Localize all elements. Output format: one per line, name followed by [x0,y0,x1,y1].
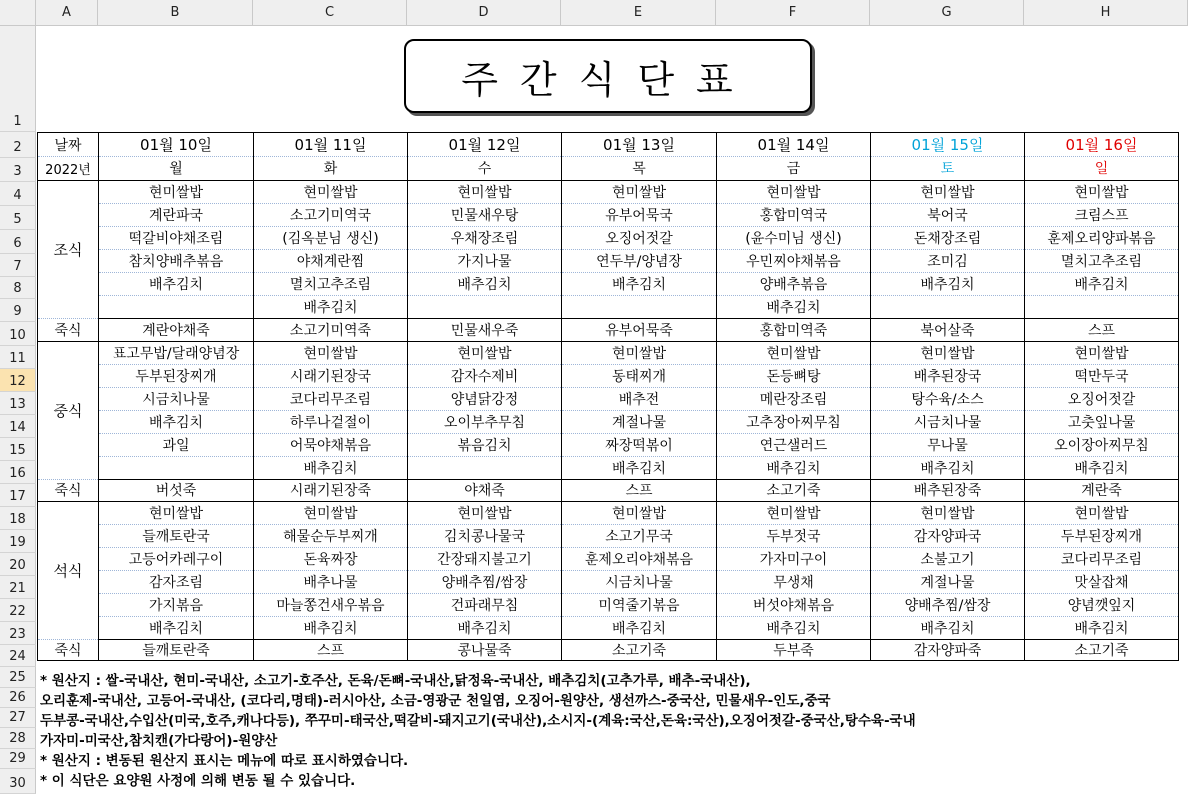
date-cell[interactable]: 01월 11일 [254,133,408,157]
row-header-23[interactable]: 23 [0,622,36,645]
breakfast-row [38,180,1179,203]
breakfast-menu-item[interactable]: 양배추볶음 [717,272,871,295]
lunch-row [38,341,1179,364]
breakfast-menu-item[interactable]: 현미쌀밥 [871,180,1025,203]
lunch-menu-item[interactable]: 오징어젓갈 [1025,387,1179,410]
dinner-menu-item[interactable]: 김치콩나물국 [408,524,562,547]
dinner-porridge-item[interactable]: 콩나물죽 [408,639,562,660]
footnote-line: 가자미-미국산,참치캔(가다랑어)-원양산 [40,733,278,749]
lunch-menu-item[interactable]: 무나물 [871,433,1025,456]
row-header-15[interactable]: 15 [0,438,36,461]
lunch-menu-item[interactable]: 감자수제비 [408,364,562,387]
lunch-row [38,456,1179,479]
lunch-menu-item[interactable]: 두부된장찌개 [99,364,254,387]
day-cell[interactable]: 토 [871,157,1025,181]
dinner-menu-item[interactable]: 가자미구이 [717,547,871,570]
lunch-menu-item[interactable]: 돈등뼈탕 [717,364,871,387]
breakfast-menu-item[interactable]: 오징어젓갈 [562,226,717,249]
lunch-row [38,364,1179,387]
lunch-menu-item[interactable]: 고추장아찌무침 [717,410,871,433]
breakfast-menu-item[interactable]: 북어국 [871,203,1025,226]
row-header-27[interactable]: 27 [0,708,36,728]
lunch-label[interactable]: 중식 [38,341,99,479]
dinner-porridge-item[interactable]: 소고기죽 [562,639,717,660]
row-header-9[interactable]: 9 [0,299,36,322]
breakfast-menu-item[interactable]: (김옥분님 생신) [254,226,408,249]
lunch-menu-item[interactable]: 메란장조림 [717,387,871,410]
dinner-row [38,547,1179,570]
lunch-menu-item[interactable]: 현미쌀밥 [562,341,717,364]
lunch-porridge-item[interactable]: 야채죽 [408,479,562,501]
breakfast-menu-item[interactable]: 멸치고추조림 [1025,249,1179,272]
dinner-menu-item[interactable]: 배추김치 [562,616,717,639]
breakfast-menu-item[interactable]: 떡갈비야채조림 [99,226,254,249]
row-header-16[interactable]: 16 [0,461,36,484]
column-header-c[interactable]: C [253,0,407,26]
dinner-label[interactable]: 석식 [38,501,99,639]
row-header-17[interactable]: 17 [0,484,36,507]
dinner-porridge-row [38,639,1179,660]
date-cell[interactable]: 01월 12일 [408,133,562,157]
breakfast-porridge-item[interactable]: 북어살죽 [871,318,1025,341]
dinner-menu-item[interactable]: 배추나물 [254,570,408,593]
dinner-menu-item[interactable]: 배추김치 [99,616,254,639]
column-header-b[interactable]: B [98,0,253,26]
lunch-menu-item[interactable]: 오이부추무침 [408,410,562,433]
breakfast-menu-item[interactable] [1025,295,1179,318]
breakfast-row [38,249,1179,272]
breakfast-menu-item[interactable]: 배추김치 [254,295,408,318]
breakfast-menu-item[interactable]: 유부어묵국 [562,203,717,226]
breakfast-menu-item[interactable]: 민물새우탕 [408,203,562,226]
lunch-menu-item[interactable]: 탕수육/소스 [871,387,1025,410]
dinner-porridge-label[interactable]: 죽식 [38,639,99,660]
row-header-30[interactable]: 30 [0,769,36,794]
lunch-menu-item[interactable]: 동태찌개 [562,364,717,387]
page-title: 주간식단표 [404,39,812,113]
column-header-f[interactable]: F [716,0,870,26]
lunch-porridge-item[interactable]: 계란죽 [1025,479,1179,501]
dinner-menu-item[interactable]: 미역줄기볶음 [562,593,717,616]
breakfast-menu-item[interactable] [99,295,254,318]
dinner-menu-item[interactable]: 현미쌀밥 [99,501,254,524]
dinner-menu-item[interactable]: 무생채 [717,570,871,593]
dinner-menu-item[interactable]: 현미쌀밥 [408,501,562,524]
row-header-22[interactable]: 22 [0,599,36,622]
row-header-6[interactable]: 6 [0,230,36,254]
dinner-menu-item[interactable]: 건파래무침 [408,593,562,616]
date-cell[interactable]: 01월 10일 [99,133,254,157]
breakfast-porridge-item[interactable]: 유부어묵죽 [562,318,717,341]
footnote-line: * 원산지 : 변동된 원산지 표시는 메뉴에 따로 표시하였습니다. [40,753,409,769]
breakfast-menu-item[interactable]: 훈제오리양파볶음 [1025,226,1179,249]
dinner-row [38,616,1179,639]
breakfast-menu-item[interactable]: 멸치고추조림 [254,272,408,295]
row-header-1[interactable]: 1 [0,26,36,132]
dinner-menu-item[interactable]: 현미쌀밥 [717,501,871,524]
breakfast-menu-item[interactable]: 현미쌀밥 [99,180,254,203]
lunch-menu-item[interactable]: 현미쌀밥 [871,341,1025,364]
dinner-row [38,593,1179,616]
breakfast-menu-item[interactable]: 현미쌀밥 [717,180,871,203]
dinner-menu-item[interactable]: 들깨토란국 [99,524,254,547]
day-row [38,157,1179,181]
day-cell[interactable]: 금 [717,157,871,181]
row-header-19[interactable]: 19 [0,530,36,553]
breakfast-row [38,295,1179,318]
breakfast-row [38,272,1179,295]
select-all-corner[interactable] [0,0,36,26]
breakfast-menu-item[interactable] [562,295,717,318]
breakfast-menu-item[interactable]: 연두부/양념장 [562,249,717,272]
day-cell[interactable]: 월 [99,157,254,181]
date-row [38,133,1179,157]
row-header-2[interactable]: 2 [0,132,36,158]
breakfast-menu-item[interactable]: 배추김치 [1025,272,1179,295]
day-cell[interactable]: 일 [1025,157,1179,181]
lunch-menu-item[interactable]: 배추전 [562,387,717,410]
dinner-menu-item[interactable]: 감자조림 [99,570,254,593]
dinner-menu-item[interactable]: 현미쌀밥 [1025,501,1179,524]
lunch-menu-item[interactable]: 배추된장국 [871,364,1025,387]
dinner-menu-item[interactable]: 현미쌀밥 [871,501,1025,524]
breakfast-menu-item[interactable]: 크림스프 [1025,203,1179,226]
dinner-menu-item[interactable]: 소고기무국 [562,524,717,547]
dinner-menu-item[interactable]: 현미쌀밥 [562,501,717,524]
row-header-26[interactable]: 26 [0,688,36,708]
breakfast-menu-item[interactable]: 야채계란찜 [254,249,408,272]
row-header-10[interactable]: 10 [0,322,36,346]
dinner-menu-item[interactable]: 배추김치 [717,616,871,639]
lunch-row [38,410,1179,433]
lunch-porridge-item[interactable]: 시래기된장죽 [254,479,408,501]
lunch-row [38,433,1179,456]
breakfast-porridge-item[interactable]: 스프 [1025,318,1179,341]
row-header-13[interactable]: 13 [0,392,36,415]
dinner-menu-item[interactable]: 돈육짜장 [254,547,408,570]
breakfast-menu-item[interactable]: 가지나물 [408,249,562,272]
row-header-21[interactable]: 21 [0,576,36,599]
breakfast-menu-item[interactable]: 배추김치 [562,272,717,295]
lunch-menu-item[interactable]: 계절나물 [562,410,717,433]
row-header-28[interactable]: 28 [0,728,36,749]
breakfast-menu-item[interactable]: 소고기미역국 [254,203,408,226]
row-header-3[interactable]: 3 [0,158,36,182]
breakfast-row [38,203,1179,226]
dinner-menu-item[interactable]: 간장돼지불고기 [408,547,562,570]
breakfast-menu-item[interactable]: 참치양배추볶음 [99,249,254,272]
dinner-menu-item[interactable]: 배추김치 [871,616,1025,639]
dinner-porridge-item[interactable]: 감자양파죽 [871,639,1025,660]
dinner-menu-item[interactable]: 해물순두부찌개 [254,524,408,547]
lunch-menu-item[interactable]: 현미쌀밥 [408,341,562,364]
row-header-14[interactable]: 14 [0,415,36,438]
breakfast-menu-item[interactable] [871,295,1025,318]
lunch-menu-item[interactable]: 배추김치 [254,456,408,479]
footnote-line: 두부콩-국내산,수입산(미국,호주,캐나다등), 쭈꾸미-태국산,떡갈비-돼지고기(국내산),소시지-(계육:국산,돈육:국산),오징어젓갈-중국산,탕수육-국내 [40,713,916,729]
row-header-29[interactable]: 29 [0,749,36,769]
dinner-menu-item[interactable]: 소불고기 [871,547,1025,570]
dinner-porridge-item[interactable]: 스프 [254,639,408,660]
dinner-porridge-item[interactable]: 들깨토란죽 [99,639,254,660]
dinner-row [38,501,1179,524]
row-header-5[interactable]: 5 [0,206,36,230]
lunch-menu-item[interactable] [99,456,254,479]
lunch-porridge-item[interactable]: 배추된장죽 [871,479,1025,501]
dinner-row [38,570,1179,593]
row-header-7[interactable]: 7 [0,254,36,277]
lunch-porridge-row [38,479,1179,501]
lunch-menu-item[interactable]: 과일 [99,433,254,456]
year-label[interactable]: 2022년 [38,157,99,181]
breakfast-menu-item[interactable]: 배추김치 [717,295,871,318]
lunch-menu-item[interactable]: 떡만두국 [1025,364,1179,387]
breakfast-menu-item[interactable]: 우민찌야채볶음 [717,249,871,272]
lunch-menu-item[interactable]: 양념닭강정 [408,387,562,410]
date-cell[interactable]: 01월 15일 [871,133,1025,157]
dinner-menu-item[interactable]: 양념깻잎지 [1025,593,1179,616]
breakfast-porridge-item[interactable]: 소고기미역죽 [254,318,408,341]
breakfast-row [38,226,1179,249]
breakfast-porridge-item[interactable]: 홍합미역죽 [717,318,871,341]
dinner-menu-item[interactable]: 양배추찜/쌈장 [408,570,562,593]
breakfast-label[interactable]: 조식 [38,180,99,318]
breakfast-menu-item[interactable]: 현미쌀밥 [254,180,408,203]
breakfast-porridge-item[interactable]: 계란야채죽 [99,318,254,341]
dinner-porridge-item[interactable]: 두부죽 [717,639,871,660]
footnote-line: * 원산지 : 쌀-국내산, 현미-국내산, 소고기-호주산, 돈육/돈뼈-국내산,닭정육-국내산, 배추김치(고추가루, 배추-국내산), [40,673,751,689]
dinner-menu-item[interactable]: 배추김치 [408,616,562,639]
breakfast-menu-item[interactable] [408,295,562,318]
column-header-e[interactable]: E [561,0,716,26]
dinner-menu-item[interactable]: 버섯야채볶음 [717,593,871,616]
day-cell[interactable]: 목 [562,157,717,181]
breakfast-menu-item[interactable]: 현미쌀밥 [408,180,562,203]
date-cell[interactable]: 01월 14일 [717,133,871,157]
column-header-a[interactable]: A [36,0,98,26]
breakfast-menu-item[interactable]: 우채장조림 [408,226,562,249]
breakfast-porridge-label[interactable]: 죽식 [38,318,99,341]
lunch-menu-item[interactable]: 현미쌀밥 [717,341,871,364]
row-header-12[interactable]: 12 [0,369,36,392]
lunch-menu-item[interactable]: 짜장떡볶이 [562,433,717,456]
footnote-line: * 이 식단은 요양원 사정에 의해 변동 될 수 있습니다. [40,773,356,789]
breakfast-porridge-item[interactable]: 민물새우죽 [408,318,562,341]
lunch-menu-item[interactable]: 어묵야채볶음 [254,433,408,456]
date-cell[interactable]: 01월 13일 [562,133,717,157]
column-header-d[interactable]: D [407,0,561,26]
row-header-8[interactable]: 8 [0,277,36,299]
lunch-menu-item[interactable]: 고춧잎나물 [1025,410,1179,433]
breakfast-menu-item[interactable]: 계란파국 [99,203,254,226]
dinner-menu-item[interactable]: 코다리무조림 [1025,547,1179,570]
column-header-h[interactable]: H [1024,0,1188,26]
dinner-menu-item[interactable]: 가지볶음 [99,593,254,616]
lunch-porridge-label[interactable]: 죽식 [38,479,99,501]
lunch-menu-item[interactable]: 볶음김치 [408,433,562,456]
breakfast-menu-item[interactable]: 조미김 [871,249,1025,272]
breakfast-menu-item[interactable]: 현미쌀밥 [1025,180,1179,203]
lunch-menu-item[interactable]: 코다리무조림 [254,387,408,410]
lunch-menu-item[interactable]: 연근샐러드 [717,433,871,456]
breakfast-porridge-row [38,318,1179,341]
menu-table [37,132,1179,661]
lunch-menu-item[interactable]: 배추김치 [1025,456,1179,479]
lunch-menu-item[interactable]: 배추김치 [562,456,717,479]
row-header-24[interactable]: 24 [0,645,36,667]
dinner-menu-item[interactable]: 배추김치 [254,616,408,639]
lunch-menu-item[interactable]: 시금치나물 [871,410,1025,433]
row-header-18[interactable]: 18 [0,507,36,530]
dinner-menu-item[interactable]: 현미쌀밥 [254,501,408,524]
lunch-menu-item[interactable]: 현미쌀밥 [254,341,408,364]
dinner-menu-item[interactable]: 마늘쫑건새우볶음 [254,593,408,616]
row-header-25[interactable]: 25 [0,667,36,688]
dinner-row [38,524,1179,547]
row-header-4[interactable]: 4 [0,182,36,206]
lunch-menu-item[interactable]: 배추김치 [871,456,1025,479]
footnote-line: 오리훈제-국내산, 고등어-국내산, (코다리,명태)-러시아산, 소금-영광군 천일염, 오징어-원양산, 생선까스-중국산, 민물새우-인도,중국 [40,693,831,709]
dinner-menu-item[interactable]: 배추김치 [1025,616,1179,639]
lunch-porridge-item[interactable]: 스프 [562,479,717,501]
lunch-menu-item[interactable] [408,456,562,479]
breakfast-menu-item[interactable]: 현미쌀밥 [562,180,717,203]
lunch-menu-item[interactable]: 배추김치 [717,456,871,479]
breakfast-menu-item[interactable]: 홍합미역국 [717,203,871,226]
day-cell[interactable]: 수 [408,157,562,181]
dinner-menu-item[interactable]: 고등어카레구이 [99,547,254,570]
dinner-menu-item[interactable]: 시금치나물 [562,570,717,593]
lunch-porridge-item[interactable]: 버섯죽 [99,479,254,501]
dinner-menu-item[interactable]: 두부젓국 [717,524,871,547]
dinner-menu-item[interactable]: 맛살잡채 [1025,570,1179,593]
lunch-row [38,387,1179,410]
row-header-20[interactable]: 20 [0,553,36,576]
dinner-menu-item[interactable]: 감자양파국 [871,524,1025,547]
dinner-menu-item[interactable]: 양배추찜/쌈장 [871,593,1025,616]
date-label[interactable]: 날짜 [38,133,99,157]
lunch-porridge-item[interactable]: 소고기죽 [717,479,871,501]
row-header-11[interactable]: 11 [0,346,36,369]
breakfast-menu-item[interactable]: 배추김치 [408,272,562,295]
lunch-menu-item[interactable]: 시금치나물 [99,387,254,410]
lunch-menu-item[interactable]: 배추김치 [99,410,254,433]
breakfast-menu-item[interactable]: 배추김치 [99,272,254,295]
breakfast-menu-item[interactable]: 돈채장조림 [871,226,1025,249]
breakfast-menu-item[interactable]: 배추김치 [871,272,1025,295]
date-cell[interactable]: 01월 16일 [1025,133,1179,157]
dinner-menu-item[interactable]: 계절나물 [871,570,1025,593]
day-cell[interactable]: 화 [254,157,408,181]
dinner-menu-item[interactable]: 훈제오리야채볶음 [562,547,717,570]
lunch-menu-item[interactable]: 오이장아찌무침 [1025,433,1179,456]
lunch-menu-item[interactable]: 표고무밥/달래양념장 [99,341,254,364]
column-header-g[interactable]: G [870,0,1024,26]
breakfast-menu-item[interactable]: (윤수미님 생신) [717,226,871,249]
dinner-porridge-item[interactable]: 소고기죽 [1025,639,1179,660]
lunch-menu-item[interactable]: 시래기된장국 [254,364,408,387]
dinner-menu-item[interactable]: 두부된장찌개 [1025,524,1179,547]
lunch-menu-item[interactable]: 현미쌀밥 [1025,341,1179,364]
lunch-menu-item[interactable]: 하루나겉절이 [254,410,408,433]
